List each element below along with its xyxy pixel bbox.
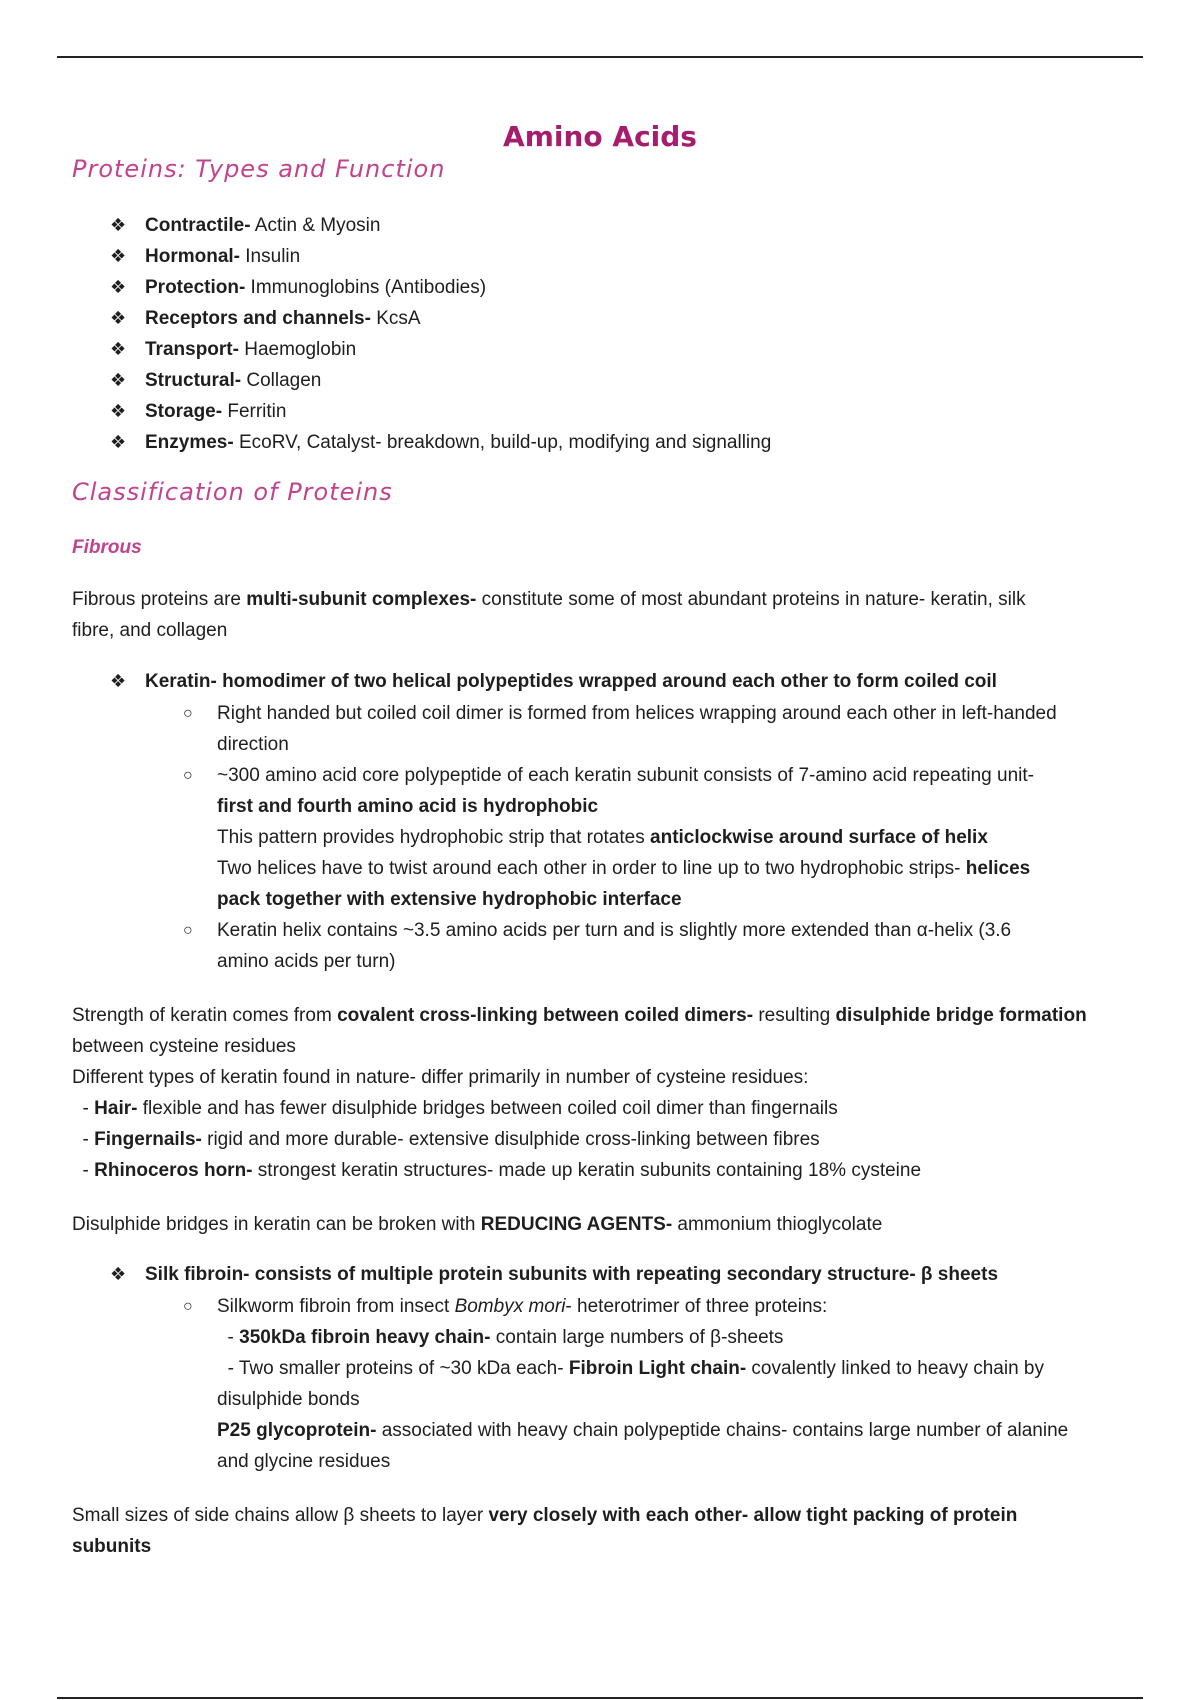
keratin-point-1: Right handed but coiled coil dimer is formed from helices wrapping around each other in left-handed direction (217, 703, 1057, 755)
diamond-bullet-icon: ❖ (110, 432, 127, 452)
circle-bullet-icon: ○ (183, 1298, 193, 1315)
silk-point-1: Silkworm fibroin from insect Bombyx mori- heterotrimer of three proteins: - 350kDa fibroin heavy chain- contain large numbers of β-sheets - Two smaller proteins of ~30 kDa each- Fibroin Light chain- covalently linked to heavy chain by disulphide bonds P25 glycoprotein- associated with heavy chain polypeptide chains- contains large number of alanine and glycine residues (217, 1296, 1069, 1472)
diamond-bullet-icon: ❖ (110, 671, 127, 691)
closing-paragraph: Small sizes of side chains allow β sheets to layer very closely with each other- allow tight packing of protein subunits (72, 1505, 1018, 1557)
subheading-fibrous: Fibrous (72, 537, 142, 558)
diamond-bullet-icon: ❖ (110, 246, 127, 266)
diamond-bullet-icon: ❖ (110, 308, 127, 328)
bottom-rule (57, 1697, 1143, 1699)
strength-paragraph: Strength of keratin comes from covalent cross-linking between coiled dimers- resulting disulphide bridge formation between cysteine residues Different types of keratin found in nature- differ primarily in number of cysteine residues: - Hair- flexible and has fewer disulphide bridges between coiled coil dimer than fingernails - Fingernails- rigid and more durable- extensive disulphide cross-linking between fibres - Rhinoceros horn- strongest keratin structures- made up keratin subunits containing 18% cysteine (72, 1005, 1087, 1181)
diamond-bullet-icon: ❖ (110, 277, 127, 297)
top-rule (57, 56, 1143, 58)
diamond-bullet-icon: ❖ (110, 370, 127, 390)
circle-bullet-icon: ○ (183, 767, 193, 784)
keratin-point-3: Keratin helix contains ~3.5 amino acids per turn and is slightly more extended than α-helix (3.6 amino acids per turn) (217, 920, 1012, 972)
diamond-bullet-icon: ❖ (110, 1264, 127, 1284)
diamond-bullet-icon: ❖ (110, 401, 127, 421)
keratin-point-2: ~300 amino acid core polypeptide of each keratin subunit consists of 7-amino acid repeating unit- first and fourth amino acid is hydrophobic This pattern provides hydrophobic strip that rotates anticlockwise around surface of helix Two helices have to twist around each other in order to line up to two hydrophobic strips- helices pack together with extensive hydrophobic interface (217, 765, 1034, 910)
diamond-bullet-icon: ❖ (110, 215, 127, 235)
circle-bullet-icon: ○ (183, 705, 193, 722)
section-heading-classification: Classification of Proteins (72, 478, 393, 506)
diamond-bullet-icon: ❖ (110, 339, 127, 359)
page-title: Amino Acids (503, 120, 697, 153)
section-heading-types: Proteins: Types and Function (72, 155, 446, 183)
intro-paragraph: Fibrous proteins are multi-subunit complexes- constitute some of most abundant proteins in nature- keratin, silk fibre, and collagen (72, 589, 1026, 641)
disulphide-paragraph: Disulphide bridges in keratin can be broken with REDUCING AGENTS- ammonium thioglycolate (72, 1214, 883, 1235)
circle-bullet-icon: ○ (183, 922, 193, 939)
